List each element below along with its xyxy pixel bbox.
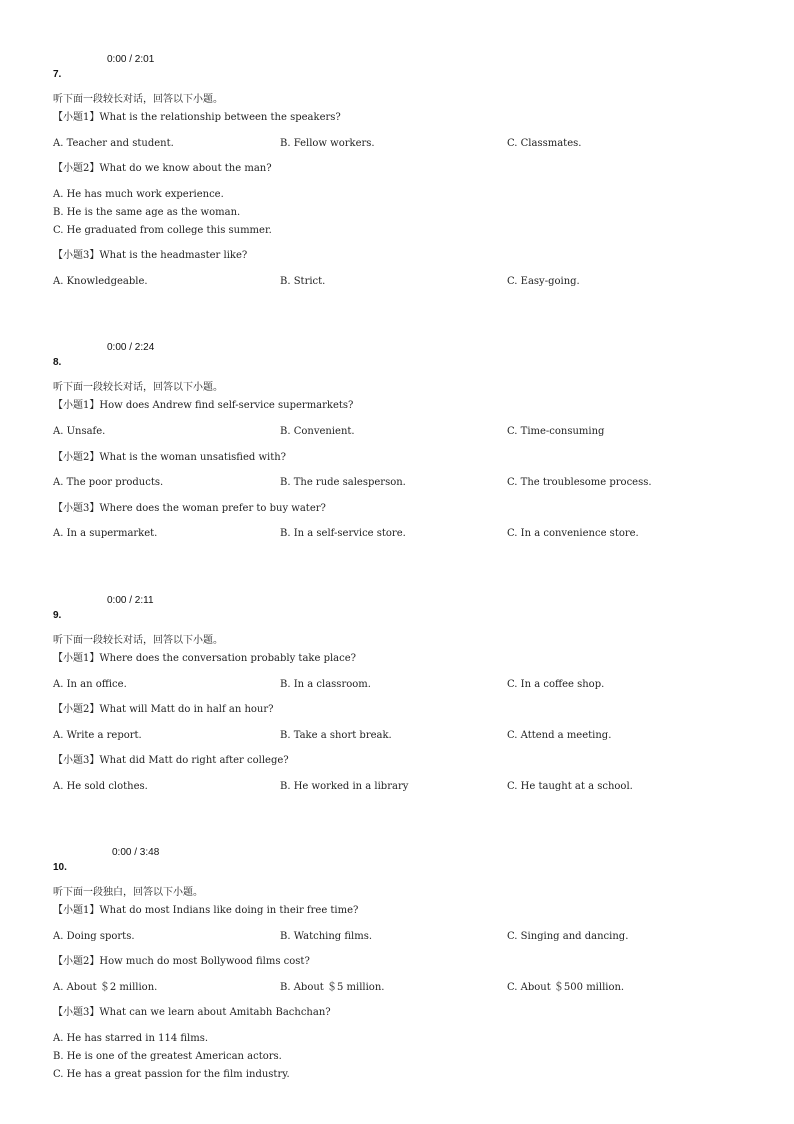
audio-time[interactable]: 0:00 / 2:11 — [107, 595, 154, 606]
sub-question-1: 【小题1】How does Andrew find self-service supermarkets? — [53, 400, 354, 411]
option-c: C. In a coffee shop. — [507, 679, 605, 690]
option-a: A. In an office. — [53, 679, 127, 690]
question-number: 7. — [53, 69, 62, 80]
audio-time[interactable]: 0:00 / 2:24 — [107, 342, 155, 353]
option-a: A. He has much work experience. — [53, 189, 224, 200]
option-a: A. In a supermarket. — [53, 528, 158, 539]
option-b: B. In a classroom. — [280, 679, 371, 690]
option-c: C. Classmates. — [507, 138, 582, 149]
option-b: B. About ＄5 million. — [280, 982, 385, 993]
option-b: B. He is one of the greatest American actors. — [53, 1051, 282, 1062]
sub-question-1: 【小题1】What is the relationship between the speakers? — [53, 112, 341, 123]
section-intro: 听下面一段独白，回答以下小题。 — [53, 887, 203, 898]
option-c: C. He has a great passion for the film industry. — [53, 1069, 290, 1080]
option-c: C. Easy-going. — [507, 276, 580, 287]
option-a: A. The poor products. — [53, 477, 164, 488]
option-a: A. He sold clothes. — [53, 781, 148, 792]
sub-question-3: 【小题3】Where does the woman prefer to buy water? — [53, 503, 326, 514]
option-c: C. Attend a meeting. — [507, 730, 612, 741]
option-b: B. The rude salesperson. — [280, 477, 406, 488]
option-a: A. Knowledgeable. — [53, 276, 148, 287]
sub-question-2: 【小题2】What is the woman unsatisfied with? — [53, 452, 287, 463]
option-b: B. Convenient. — [280, 426, 355, 437]
option-b: B. In a self-service store. — [280, 528, 406, 539]
option-a: A. Unsafe. — [53, 426, 106, 437]
sub-question-1: 【小题1】Where does the conversation probably take place? — [53, 653, 357, 664]
option-a: A. Teacher and student. — [53, 138, 174, 149]
option-a: A. About ＄2 million. — [53, 982, 158, 993]
audio-time[interactable]: 0:00 / 3:48 — [112, 847, 160, 858]
option-a: A. He has starred in 114 films. — [53, 1033, 209, 1044]
sub-question-3: 【小题3】What can we learn about Amitabh Bachchan? — [53, 1007, 331, 1018]
option-b: B. Watching films. — [280, 931, 373, 942]
option-c: C. Singing and dancing. — [507, 931, 629, 942]
question-number: 8. — [53, 357, 62, 368]
section-intro: 听下面一段较长对话，回答以下小题。 — [53, 382, 223, 393]
option-c: C. About ＄500 million. — [507, 982, 625, 993]
sub-question-2: 【小题2】How much do most Bollywood films cost? — [53, 956, 310, 967]
section-intro: 听下面一段较长对话，回答以下小题。 — [53, 94, 223, 105]
option-a: A. Doing sports. — [53, 931, 135, 942]
sub-question-3: 【小题3】What did Matt do right after college? — [53, 755, 289, 766]
sub-question-2: 【小题2】What do we know about the man? — [53, 163, 272, 174]
question-number: 10. — [53, 862, 67, 873]
option-a: A. Write a report. — [53, 730, 142, 741]
sub-question-3: 【小题3】What is the headmaster like? — [53, 250, 248, 261]
sub-question-2: 【小题2】What will Matt do in half an hour? — [53, 704, 274, 715]
option-c: C. The troublesome process. — [507, 477, 652, 488]
option-b: B. Take a short break. — [280, 730, 392, 741]
option-c: C. He graduated from college this summer. — [53, 225, 272, 236]
option-b: B. Fellow workers. — [280, 138, 375, 149]
option-b: B. Strict. — [280, 276, 326, 287]
option-b: B. He is the same age as the woman. — [53, 207, 241, 218]
question-number: 9. — [53, 610, 62, 621]
option-b: B. He worked in a library — [280, 781, 409, 792]
option-c: C. In a convenience store. — [507, 528, 639, 539]
section-intro: 听下面一段较长对话，回答以下小题。 — [53, 635, 223, 646]
audio-time[interactable]: 0:00 / 2:01 — [107, 54, 155, 65]
sub-question-1: 【小题1】What do most Indians like doing in their free time? — [53, 905, 359, 916]
option-c: C. He taught at a school. — [507, 781, 633, 792]
option-c: C. Time-consuming — [507, 426, 605, 437]
